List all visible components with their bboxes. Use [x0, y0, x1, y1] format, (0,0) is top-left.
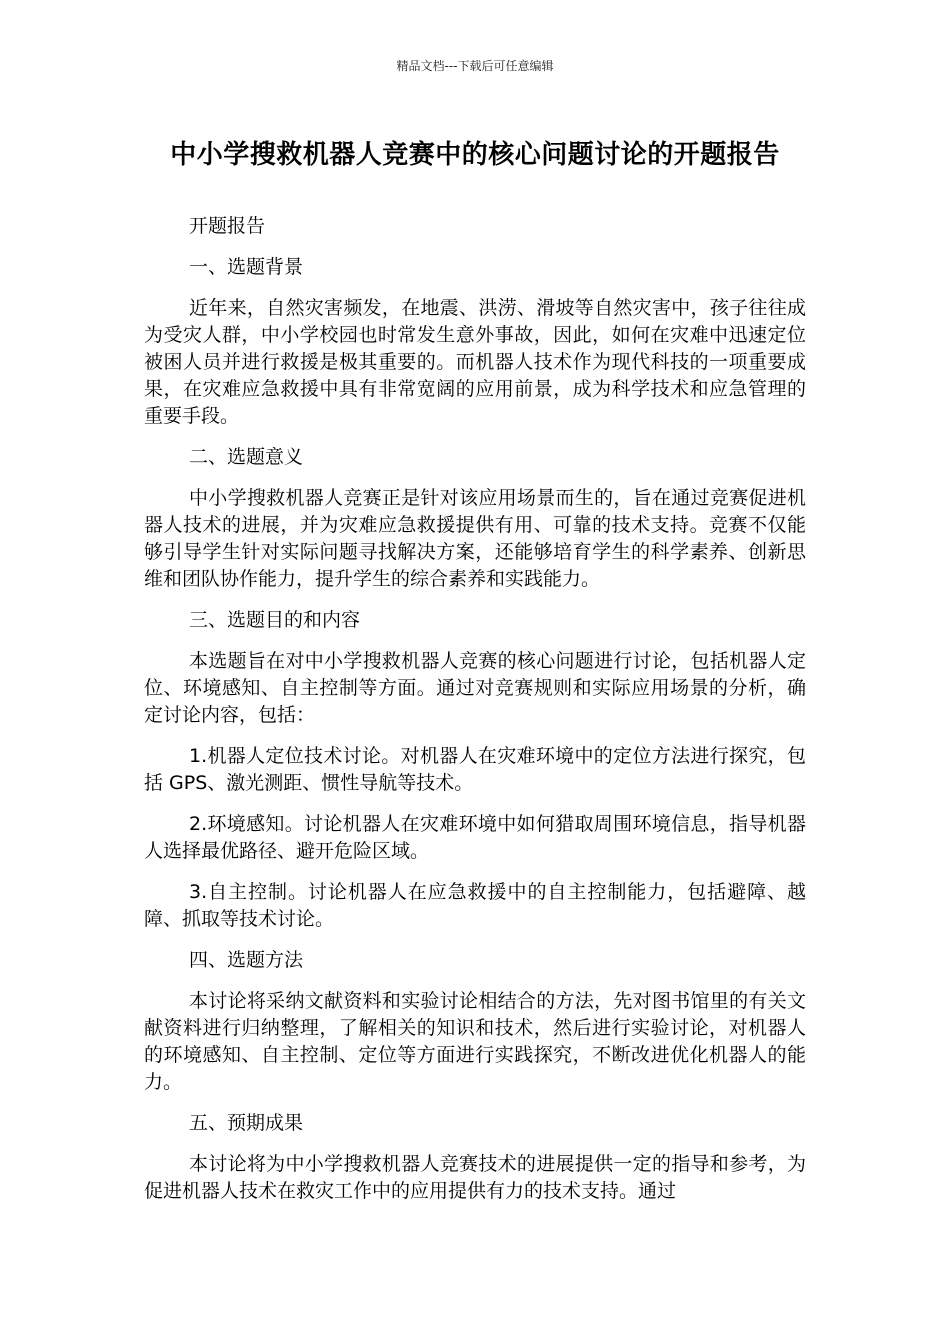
paragraph-method: 本讨论将采纳文献资料和实验讨论相结合的方法，先对图书馆里的有关文献资料进行归纳整理，了解相关的知识和技术，然后进行实验讨论，对机器人的环境感知、自主控制、定位等方面进行实践探究，不断改进优化机器人的能力。 [144, 990, 806, 1093]
section-heading-method: 四、选题方法 [189, 949, 304, 971]
section-heading-purpose: 三、选题目的和内容 [189, 609, 361, 631]
paragraph-results: 本讨论将为中小学搜救机器人竞赛技术的进展提供一定的指导和参考，为促进机器人技术在救灾工作中的应用提供有力的技术支持。通过 [144, 1153, 806, 1202]
list-item-perception: 2.环境感知。讨论机器人在灾难环境中如何猎取周围环境信息，指导机器人选择最优路径、避开危险区域。 [144, 813, 806, 862]
paragraph-purpose: 本选题旨在对中小学搜救机器人竞赛的核心问题进行讨论，包括机器人定位、环境感知、自主控制等方面。通过对竞赛规则和实际应用场景的分析，确定讨论内容，包括： [144, 650, 806, 726]
report-label: 开题报告 [189, 215, 266, 237]
section-heading-significance: 二、选题意义 [189, 446, 304, 468]
paragraph-significance: 中小学搜救机器人竞赛正是针对该应用场景而生的，旨在通过竞赛促进机器人技术的进展，并为灾难应急救援提供有用、可靠的技术支持。竞赛不仅能够引导学生针对实际问题寻找解决方案，还能够培育学生的科学素养、创新思维和团队协作能力，提升学生的综合素养和实践能力。 [144, 487, 806, 590]
list-item-control: 3.自主控制。讨论机器人在应急救援中的自主控制能力，包括避障、越障、抓取等技术讨论。 [144, 881, 806, 930]
section-heading-background: 一、选题背景 [189, 256, 304, 278]
list-item-positioning: 1.机器人定位技术讨论。对机器人在灾难环境中的定位方法进行探究，包括 GPS、激光测距、惯性导航等技术。 [144, 745, 806, 794]
document-body [144, 213, 806, 1219]
section-heading-results: 五、预期成果 [189, 1112, 304, 1134]
document-title: 中小学搜救机器人竞赛中的核心问题讨论的开题报告 [170, 140, 780, 170]
header-note: 精品文档---下载后可任意编辑 [396, 59, 554, 73]
paragraph-background: 近年来，自然灾害频发，在地震、洪涝、滑坡等自然灾害中，孩子往往成为受灾人群，中小学校园也时常发生意外事故，因此，如何在灾难中迅速定位被困人员并进行救援是极其重要的。而机器人技术作为现代科技的一项重要成果，在灾难应急救援中具有非常宽阔的应用前景，成为科学技术和应急管理的重要手段。 [144, 297, 806, 427]
